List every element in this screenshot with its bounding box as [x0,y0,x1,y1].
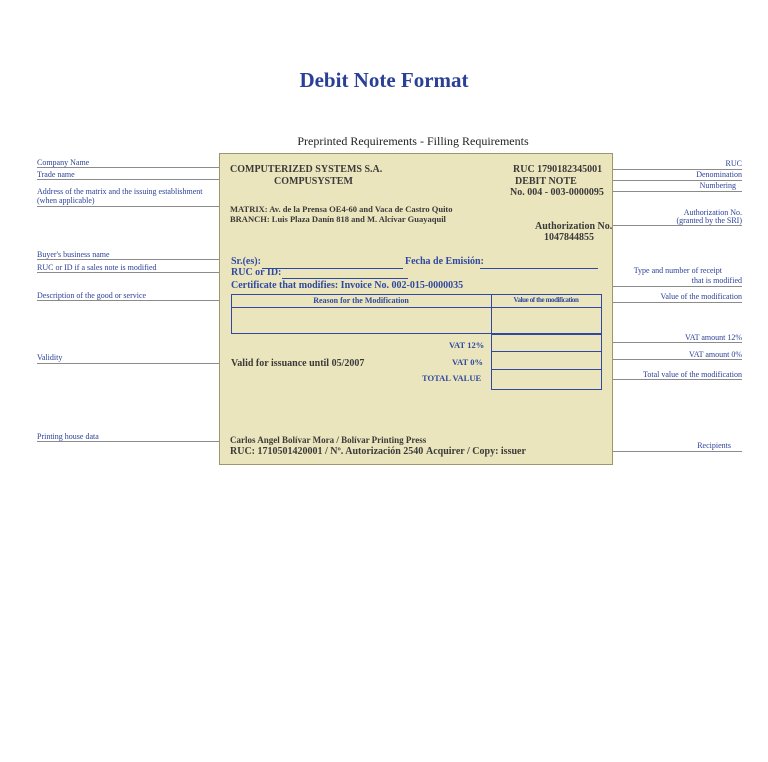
leader-line [37,206,224,207]
vat0-label: VAT 0% [452,357,483,367]
leader-line [37,272,224,273]
vat-value-boxes [491,334,602,390]
branch-address: BRANCH: Luis Plaza Danín 818 and M. Alcívar Guayaquil [230,214,446,224]
table-header-rule [231,307,602,308]
table-header-value: Value of the modification [513,296,579,304]
validity-text: Valid for issuance until 05/2007 [231,358,365,369]
authorization-label: Authorization No. [535,221,613,232]
trade-name: COMPUSYSTEM [274,176,353,187]
leader-line [604,225,742,226]
leader-line [37,167,224,168]
ruc-id-label: RUC or ID: [231,267,282,278]
label-address-line1: Address of the matrix and the issuing establishment [37,187,203,196]
leader-line [604,342,742,343]
leader-line [37,179,224,180]
label-ruc: RUC [725,159,742,168]
label-company-name: Company Name [37,158,90,167]
certificate-text: Certificate that modifies: Invoice No. 002-015-0000035 [231,280,464,291]
table-header-reason: Reason for the Modification [313,296,409,305]
label-authorization-line2: (granted by the SRI) [676,216,742,225]
leader-line [604,180,742,181]
printer-ruc: RUC: 1710501420001 / Nº. Autorización 2540 [230,446,424,457]
label-recipients: Recipients [697,441,731,450]
vat12-label: VAT 12% [449,340,485,350]
label-trade-name: Trade name [37,170,75,179]
buyer-name-line [262,268,403,269]
label-total-value: Total value of the modification [643,370,742,379]
ruc-id-line [282,278,408,279]
authorization-number: 1047844855 [544,232,594,243]
leader-line [604,302,742,303]
issue-date-line [480,268,598,269]
label-buyer-name: Buyer's business name [37,250,110,259]
label-receipt-type-line2: that is modified [691,276,742,285]
leader-line [604,451,742,452]
label-printing-house: Printing house data [37,432,99,441]
leader-line [37,259,224,260]
label-address-line2: (when applicable) [37,196,95,205]
leader-line [604,379,742,380]
leader-line [37,300,224,301]
total-value-label: TOTAL VALUE [422,373,482,383]
leader-line [604,169,742,170]
page-title: Debit Note Format [299,68,469,92]
leader-line [604,191,742,192]
leader-line [604,359,742,360]
matrix-address: MATRIX: Av. de la Prensa OE4-60 and Vaca de Castro Quito [230,204,453,214]
label-ruc-or-id: RUC or ID if a sales note is modified [37,263,157,272]
leader-line [37,441,224,442]
label-vat12: VAT amount 12% [684,333,742,342]
issue-date-label: Fecha de Emisión: [405,256,484,267]
label-receipt-type-line1: Type and number of receipt [633,266,722,275]
printer-name: Carlos Angel Bolívar Mora / Bolívar Printing Press [230,435,427,445]
recipients-copy: Acquirer / Copy: issuer [426,446,526,457]
ruc-number: RUC 1790182345001 [513,164,603,175]
label-description: Description of the good or service [37,291,147,300]
buyer-label: Sr.(es): [231,256,261,267]
company-name: COMPUTERIZED SYSTEMS S.A. [230,164,383,175]
label-value-modification: Value of the modification [660,292,742,301]
vat-row-rule [491,369,602,370]
vat-row-rule [491,351,602,352]
debit-note-form [219,153,613,465]
label-numbering: Numbering [699,181,736,190]
label-vat0: VAT amount 0% [688,350,742,359]
numbering: No. 004 - 003-0000095 [510,187,604,198]
label-authorization-line1: Authorization No. [683,208,742,217]
page-subtitle: Preprinted Requirements - Filling Requirements [297,134,529,148]
label-denomination: Denomination [696,170,742,179]
label-validity: Validity [37,353,63,362]
denomination: DEBIT NOTE [515,176,577,187]
leader-line [37,363,224,364]
